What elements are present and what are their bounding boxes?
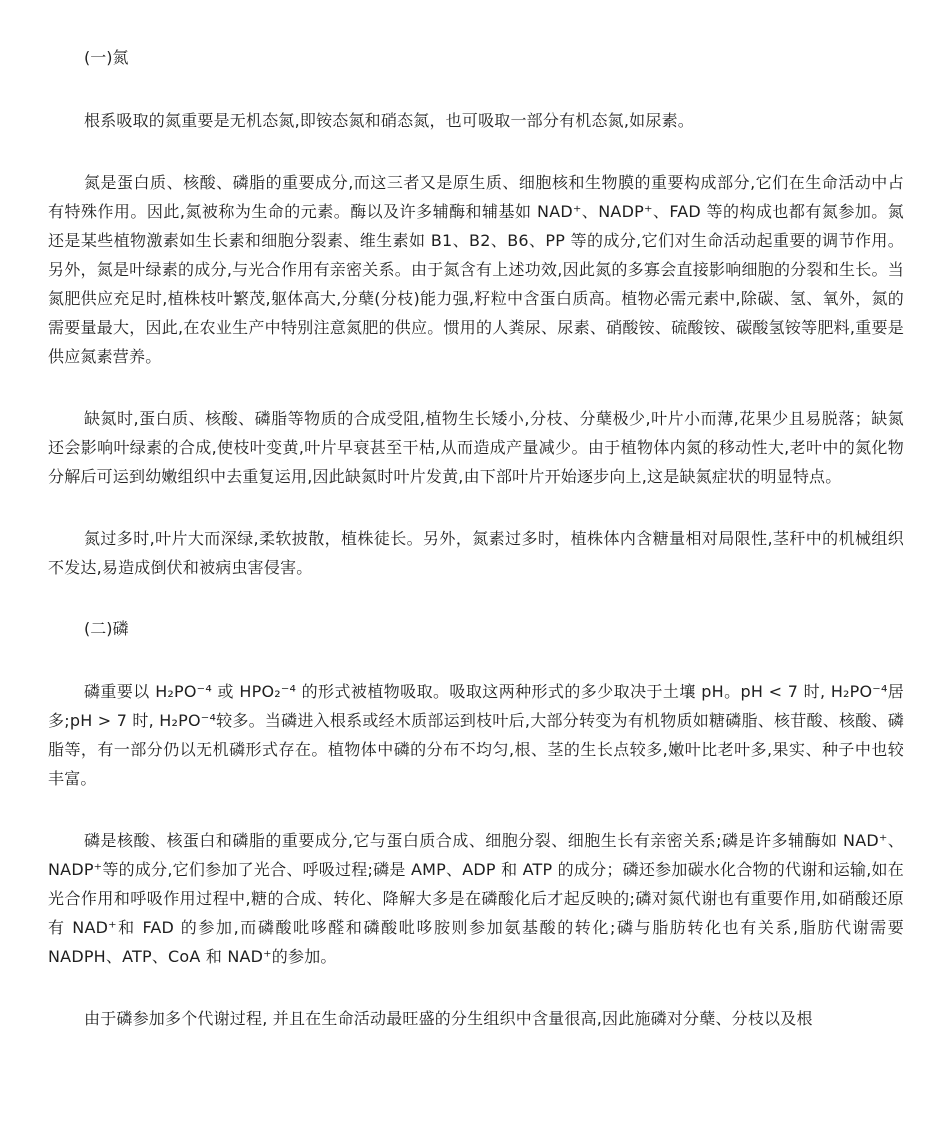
paragraph-nitrogen-uptake: 根系吸取的氮重要是无机态氮,即铵态氮和硝态氮，也可吸取一部分有机态氮,如尿素。 <box>84 111 694 130</box>
spacer <box>48 582 904 615</box>
section-heading-nitrogen: (一)氮 <box>84 48 129 67</box>
paragraph-nitrogen-excess: 氮过多时,叶片大而深绿,柔软披散，植株徒长。另外，氮素过多时，植株体内含糖量相对局限性,茎秆中的机械组织不发达,易造成倒伏和被病虫害侵害。 <box>48 529 904 577</box>
spacer <box>48 371 904 404</box>
spacer <box>48 72 904 106</box>
section-heading-phosphorus: (二)磷 <box>84 619 129 638</box>
spacer <box>48 793 904 826</box>
paragraph-phosphorus-effects: 由于磷参加多个代谢过程, 并且在生命活动最旺盛的分生组织中含量很高,因此施磷对分蘖、分枝以及根 <box>84 1009 813 1028</box>
paragraph-phosphorus-uptake: 磷重要以 H₂PO⁻⁴ 或 HPO₂⁻⁴ 的形式被植物吸取。吸取这两种形式的多少取决于土壤 pH。pH < 7 时, H₂PO⁻⁴居多;pH > 7 时, H₂PO⁻⁴较多。当磷进入根系或经木质部运到枝叶后,大部分转变为有机物质如糖磷脂、核苷酸、核酸、磷脂等，有一部分仍以无机磷形式存在。植物体中磷的分布不均匀,根、茎的生长点较多,嫩叶比老叶多,果实、种子中也较丰富。 <box>48 682 904 788</box>
paragraph-nitrogen-function: 氮是蛋白质、核酸、磷脂的重要成分,而这三者又是原生质、细胞核和生物膜的重要构成部分,它们在生命活动中占有特殊作用。因此,氮被称为生命的元素。酶以及许多辅酶和辅基如 NAD⁺、NADP⁺、FAD 等的构成也都有氮参加。氮还是某些植物激素如生长素和细胞分裂素、维生素如 B1、B2、B6、PP 等的成分,它们对生命活动起重要的调节作用。另外，氮是叶绿素的成分,与光合作用有亲密关系。由于氮含有上述功效,因此氮的多寡会直接影响细胞的分裂和生长。当氮肥供应充足时,植株枝叶繁茂,躯体高大,分蘖(分枝)能力强,籽粒中含蛋白质高。植物必需元素中,除碳、氢、氧外，氮的需要量最大，因此,在农业生产中特别注意氮肥的供应。惯用的人粪尿、尿素、硝酸铵、硫酸铵、碳酸氢铵等肥料,重要是供应氮素营养。 <box>48 173 904 366</box>
paragraph-phosphorus-function: 磷是核酸、核蛋白和磷脂的重要成分,它与蛋白质合成、细胞分裂、细胞生长有亲密关系;磷是许多辅酶如 NAD⁺、NADP⁺等的成分,它们参加了光合、呼吸过程;磷是 AMP、ADP 和 ATP 的成分；磷还参加碳水化合物的代谢和运输,如在光合作用和呼吸作用过程中,糖的合成、转化、降解大多是在磷酸化后才起反映的;磷对氮代谢也有重要作用,如硝酸还原有 NAD⁺和 FAD 的参加,而磷酸吡哆醛和磷酸吡哆胺则参加氨基酸的转化;磷与脂肪转化也有关系,脂肪代谢需要 NADPH、ATP、CoA 和 NAD⁺的参加。 <box>48 831 904 966</box>
spacer <box>48 135 904 168</box>
spacer <box>48 643 904 677</box>
paragraph-nitrogen-deficiency: 缺氮时,蛋白质、核酸、磷脂等物质的合成受阻,植物生长矮小,分枝、分蘖极少,叶片小而薄,花果少且易脱落；缺氮还会影响叶绿素的合成,使枝叶变黄,叶片早衰甚至干枯,从而造成产量减少。由于植物体内氮的移动性大,老叶中的氮化物分解后可运到幼嫩组织中去重复运用,因此缺氮时叶片发黄,由下部叶片开始逐步向上,这是缺氮症状的明显特点。 <box>48 409 904 486</box>
document-page <box>48 44 904 1033</box>
spacer <box>48 971 904 1004</box>
spacer <box>48 491 904 524</box>
